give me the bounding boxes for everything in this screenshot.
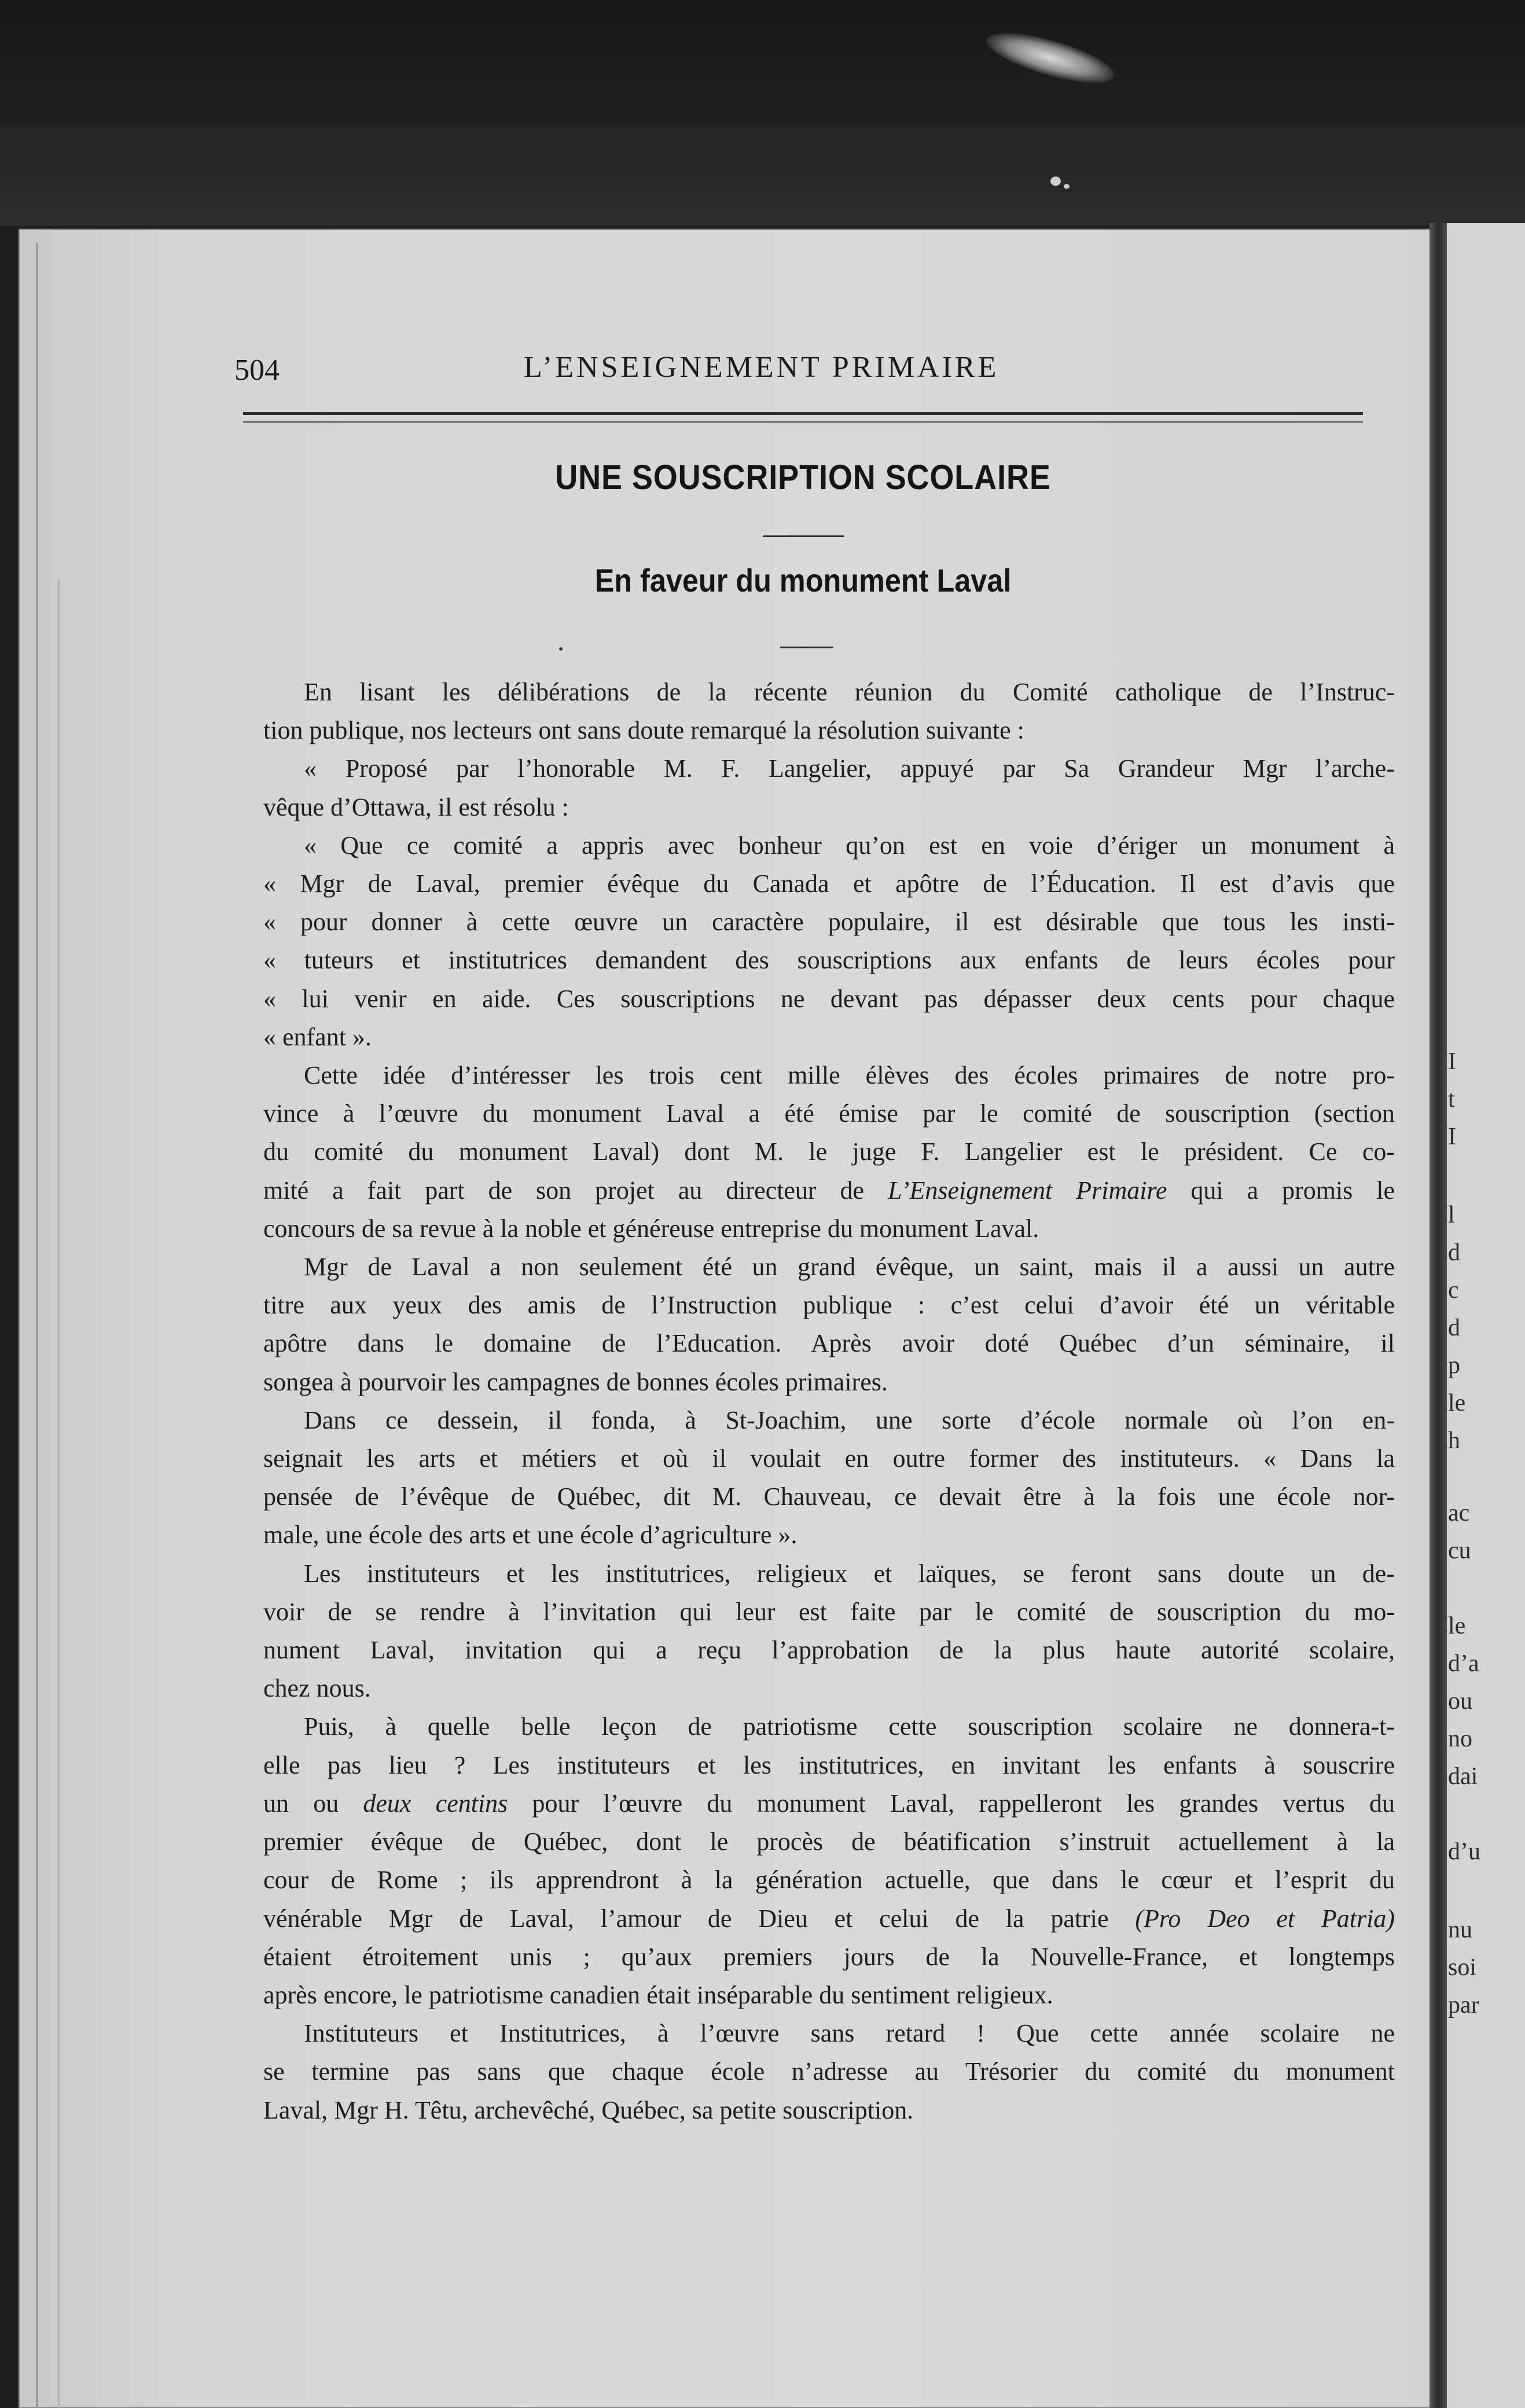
- journal-title: L’Enseignement Primaire: [887, 1176, 1167, 1205]
- adjacent-page-text: d’u: [1448, 1838, 1480, 1865]
- header-rule: [243, 412, 1363, 415]
- text-line: songea à pourvoir les campagnes de bonnes écoles primaires.: [263, 1367, 888, 1396]
- adjacent-page-text: I: [1448, 1124, 1456, 1150]
- article-title: UNE SOUSCRIPTION SCOLAIRE: [555, 458, 1051, 497]
- header-rule: [243, 421, 1363, 423]
- text-run: mité a fait part de son projet au directeur de: [263, 1176, 865, 1205]
- text-line: vince à l’œuvre du monument Laval a été émise par le comité de souscription (section: [263, 1099, 1395, 1128]
- text-line: cour de Rome ; ils apprendront à la génération actuelle, que dans le cœur et l’esprit du: [263, 1866, 1395, 1895]
- adjacent-page-text: h: [1448, 1427, 1460, 1454]
- adjacent-page: [1447, 223, 1525, 2408]
- text-line: « Mgr de Laval, premier évêque du Canada et apôtre de l’Éducation. Il est d’avis que: [263, 869, 1395, 898]
- adjacent-page-text: c: [1448, 1277, 1459, 1304]
- adjacent-page-text: cu: [1448, 1537, 1471, 1564]
- text-line: [263, 1172, 1395, 1210]
- text-line: [263, 1900, 1395, 1938]
- text-line: En lisant les délibérations de la récente réunion du Comité catholique de l’Instruc-: [304, 678, 1395, 706]
- adjacent-page-text: ou: [1448, 1688, 1472, 1715]
- page-stack-edge: [58, 579, 60, 2408]
- text-line: Laval, Mgr H. Têtu, archevêché, Québec, sa petite souscription.: [263, 2095, 914, 2124]
- title-separator: [763, 535, 844, 537]
- article-subtitle: En faveur du monument Laval: [594, 562, 1012, 599]
- text-run: qui a promis le: [1190, 1176, 1395, 1205]
- adjacent-page-text: l: [1448, 1202, 1455, 1228]
- book-gutter: [1430, 223, 1447, 2408]
- text-run: vénérable Mgr de Laval, l’amour de Dieu et celui de la patrie: [263, 1904, 1109, 1933]
- text-line: « enfant ».: [263, 1022, 372, 1051]
- print-mark: [559, 647, 563, 651]
- adjacent-page-text: le: [1448, 1613, 1466, 1639]
- page-header: [234, 347, 1369, 394]
- adjacent-page-text: soi: [1448, 1954, 1477, 1981]
- text-line: seignait les arts et métiers et où il voulait en outre former des instituteurs. « Dans la: [263, 1444, 1395, 1473]
- text-line: male, une école des arts et une école d’agriculture ».: [263, 1521, 798, 1550]
- adjacent-page-text: dai: [1448, 1763, 1478, 1790]
- article-body: [263, 673, 1395, 2130]
- text-line: Puis, à quelle belle leçon de patriotisme cette souscription scolaire ne donnera-t-: [304, 1712, 1395, 1741]
- page-number: 504: [234, 354, 280, 387]
- text-line: chez nous.: [263, 1674, 371, 1703]
- scanner-background: [0, 0, 1525, 226]
- latin-motto: (Pro Deo et Patria): [1135, 1904, 1395, 1933]
- adjacent-page-text: t: [1448, 1086, 1455, 1113]
- text-line: pensée de l’évêque de Québec, dit M. Chauveau, ce devait être à la fois une école nor-: [263, 1482, 1395, 1511]
- text-line: [263, 1785, 1395, 1823]
- adjacent-page-text: d: [1448, 1239, 1460, 1266]
- adjacent-page-text: ac: [1448, 1500, 1470, 1526]
- text-line: étaient étroitement unis ; qu’aux premiers jours de la Nouvelle-France, et longtemps: [263, 1942, 1395, 1971]
- adjacent-page-text: par: [1448, 1992, 1479, 2018]
- text-line: apôtre dans le domaine de l’Education. Après avoir doté Québec d’un séminaire, il: [263, 1329, 1395, 1358]
- text-line: Dans ce dessein, il fonda, à St-Joachim, une sorte d’école normale où l’on en-: [304, 1405, 1395, 1434]
- text-line: nument Laval, invitation qui a reçu l’approbation de la plus haute autorité scolaire,: [263, 1636, 1395, 1665]
- text-line: Instituteurs et Institutrices, à l’œuvre sans retard ! Que cette année scolaire ne: [304, 2019, 1395, 2048]
- text-line: du comité du monument Laval) dont M. le juge F. Langelier est le président. Ce co-: [263, 1137, 1395, 1166]
- text-line: vêque d’Ottawa, il est résolu :: [263, 792, 569, 821]
- adjacent-page-text: p: [1448, 1352, 1460, 1379]
- subtitle-separator: [780, 647, 833, 648]
- adjacent-page-text: no: [1448, 1726, 1472, 1752]
- text-line: « lui venir en aide. Ces souscriptions ne devant pas dépasser deux cents pour chaque: [263, 984, 1395, 1013]
- italic-phrase: deux centins: [363, 1789, 508, 1818]
- text-line: elle pas lieu ? Les instituteurs et les institutrices, en invitant les enfants à souscrire: [263, 1750, 1395, 1779]
- text-run: pour l’œuvre du monument Laval, rappelleront les grandes vertus du: [532, 1789, 1395, 1818]
- adjacent-page-text: I: [1448, 1048, 1456, 1075]
- text-line: concours de sa revue à la noble et généreuse entreprise du monument Laval.: [263, 1214, 1039, 1243]
- text-line: titre aux yeux des amis de l’Instruction publique : c’est celui d’avoir été un véritable: [263, 1291, 1395, 1320]
- text-line: Mgr de Laval a non seulement été un grand évêque, un saint, mais il a aussi un autre: [304, 1253, 1395, 1282]
- adjacent-page-text: le: [1448, 1390, 1466, 1416]
- text-line: après encore, le patriotisme canadien était inséparable du sentiment religieux.: [263, 1980, 1053, 2009]
- text-run: un ou: [263, 1789, 339, 1818]
- text-line: « Que ce comité a appris avec bonheur qu’on est en voie d’ériger un monument à: [304, 831, 1395, 860]
- text-line: « pour donner à cette œuvre un caractère populaire, il est désirable que tous les insti-: [263, 908, 1395, 937]
- text-line: « tuteurs et institutrices demandent des souscriptions aux enfants de leurs écoles pour: [263, 946, 1395, 975]
- page-stack-edge: [36, 243, 38, 2408]
- text-line: Cette idée d’intéresser les trois cent mille élèves des écoles primaires de notre pro-: [304, 1061, 1395, 1090]
- text-line: voir de se rendre à l’invitation qui leur est faite par le comité de souscription du mo-: [263, 1597, 1395, 1626]
- text-line: tion publique, nos lecteurs ont sans doute remarqué la résolution suivante :: [263, 716, 1024, 745]
- dust-speck: [1064, 184, 1070, 189]
- dust-speck: [1050, 177, 1061, 186]
- adjacent-page-text: nu: [1448, 1917, 1472, 1943]
- adjacent-page-text: d: [1448, 1315, 1460, 1341]
- text-line: Les instituteurs et les institutrices, religieux et laïques, se feront sans doute un de-: [304, 1559, 1395, 1588]
- adjacent-page-text: d’a: [1448, 1650, 1479, 1677]
- running-title: L’ENSEIGNEMENT PRIMAIRE: [524, 351, 999, 384]
- text-line: se termine pas sans que chaque école n’adresse au Trésorier du comité du monument: [263, 2057, 1395, 2086]
- text-line: premier évêque de Québec, dont le procès de béatification s’instruit actuellement à la: [263, 1827, 1395, 1856]
- text-line: « Proposé par l’honorable M. F. Langelier, appuyé par Sa Grandeur Mgr l’arche-: [304, 754, 1395, 783]
